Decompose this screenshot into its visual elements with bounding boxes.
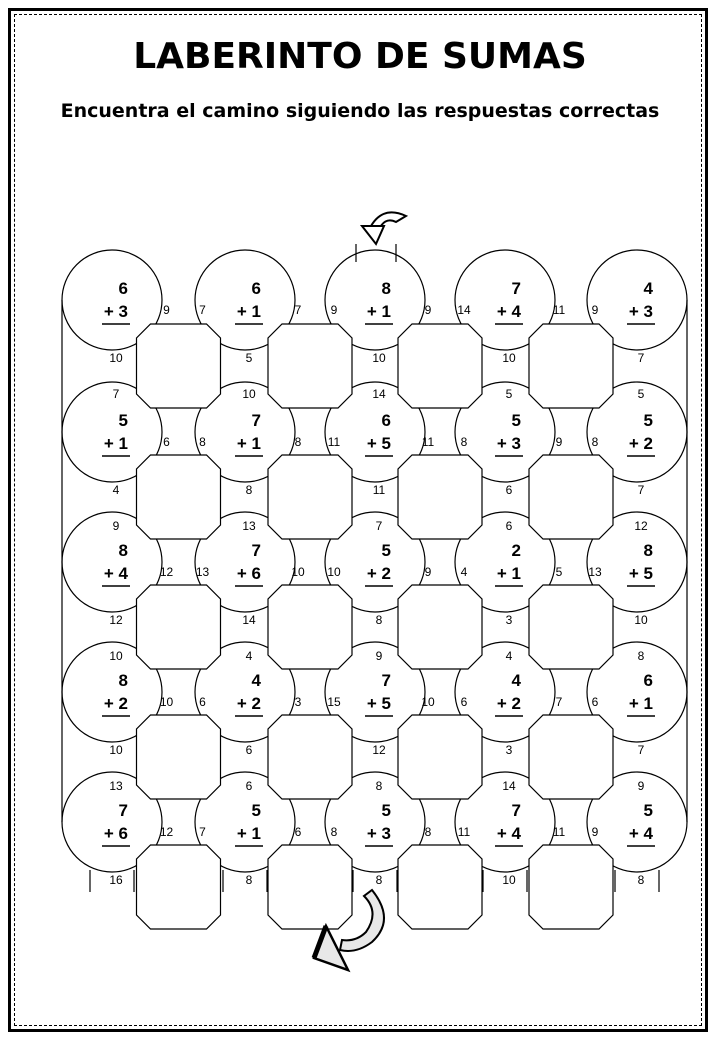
problem-top-number: 5 — [381, 541, 391, 560]
answer-number: 9 — [591, 303, 599, 317]
maze-island — [137, 455, 221, 539]
answer-number: 7 — [294, 303, 302, 317]
problem-addend: + 1 — [496, 564, 521, 583]
answer-number: 8 — [375, 873, 383, 887]
answer-number: 8 — [245, 873, 253, 887]
problem-addend: + 1 — [236, 824, 261, 843]
answer-number: 12 — [372, 743, 386, 757]
answer-number: 7 — [637, 351, 645, 365]
answer-number: 14 — [242, 613, 256, 627]
problem-addend: + 4 — [628, 824, 653, 843]
answer-number: 8 — [294, 435, 302, 449]
problem-addend: + 2 — [628, 434, 653, 453]
maze-island — [268, 715, 352, 799]
problem-addend: + 6 — [103, 824, 128, 843]
problem-addend: + 3 — [103, 302, 128, 321]
answer-number: 8 — [375, 613, 383, 627]
answer-number: 13 — [195, 565, 210, 579]
maze-island — [529, 845, 613, 929]
problem-top-number: 8 — [643, 541, 653, 560]
problem-top-number: 5 — [511, 411, 521, 430]
answer-number: 4 — [245, 649, 253, 663]
answer-number: 11 — [457, 825, 471, 839]
answer-number: 6 — [460, 695, 468, 709]
answer-number: 11 — [552, 303, 566, 317]
problem-addend: + 5 — [628, 564, 653, 583]
maze-island — [398, 715, 482, 799]
problem-addend: + 6 — [236, 564, 261, 583]
answer-number: 8 — [330, 825, 338, 839]
answer-number: 10 — [242, 387, 256, 401]
answer-number: 8 — [637, 873, 645, 887]
maze-island — [137, 324, 221, 408]
answer-number: 12 — [159, 565, 174, 579]
answer-number: 10 — [109, 649, 123, 663]
answer-number: 14 — [502, 779, 516, 793]
problem-addend: + 3 — [366, 824, 391, 843]
maze-island — [137, 715, 221, 799]
problem-addend: + 2 — [103, 694, 128, 713]
answer-number: 8 — [637, 649, 645, 663]
problem-addend: + 4 — [496, 824, 521, 843]
answer-number: 4 — [460, 565, 468, 579]
maze-island — [137, 585, 221, 669]
page-subtitle: Encuentra el camino siguiendo las respuestas correctas — [60, 100, 660, 122]
answer-number: 4 — [505, 649, 513, 663]
answer-number: 6 — [505, 519, 513, 533]
answer-number: 13 — [109, 779, 123, 793]
answer-number: 9 — [163, 303, 170, 317]
answer-number: 9 — [424, 565, 432, 579]
answer-number: 9 — [375, 649, 383, 663]
problem-addend: + 2 — [496, 694, 521, 713]
answer-number: 6 — [199, 695, 206, 709]
problem-top-number: 5 — [118, 411, 128, 430]
problem-top-number: 4 — [251, 671, 261, 690]
answer-number: 8 — [591, 435, 599, 449]
maze-island — [268, 845, 352, 929]
answer-number: 8 — [424, 825, 432, 839]
answer-number: 3 — [505, 613, 513, 627]
problem-top-number: 6 — [251, 279, 261, 298]
maze-island — [398, 585, 482, 669]
maze-island — [137, 845, 221, 929]
answer-number: 11 — [372, 483, 386, 497]
problem-addend: + 1 — [628, 694, 653, 713]
problem-addend: + 2 — [236, 694, 261, 713]
problem-addend: + 2 — [366, 564, 391, 583]
entrance-arrow-icon — [362, 212, 406, 244]
problem-top-number: 7 — [251, 541, 261, 560]
answer-number: 11 — [552, 825, 566, 839]
answer-number: 10 — [372, 351, 386, 365]
answer-number: 8 — [460, 435, 468, 449]
answer-number: 7 — [112, 387, 120, 401]
problem-top-number: 6 — [381, 411, 391, 430]
answer-number: 16 — [109, 873, 123, 887]
answer-number: 4 — [112, 483, 120, 497]
answer-number: 11 — [327, 435, 341, 449]
answer-number: 13 — [588, 565, 602, 579]
maze-island — [529, 585, 613, 669]
problem-top-number: 8 — [118, 671, 128, 690]
answer-number: 15 — [327, 695, 341, 709]
problem-addend: + 1 — [236, 302, 261, 321]
problem-top-number: 7 — [511, 801, 521, 820]
problem-addend: + 4 — [103, 564, 128, 583]
problem-addend: + 5 — [366, 694, 391, 713]
problem-top-number: 5 — [381, 801, 391, 820]
answer-number: 7 — [199, 303, 206, 317]
maze-island — [268, 455, 352, 539]
answer-number: 7 — [637, 483, 645, 497]
answer-number: 12 — [109, 613, 123, 627]
maze-island — [268, 324, 352, 408]
maze-island — [529, 324, 613, 408]
answer-number: 3 — [505, 743, 513, 757]
answer-number: 8 — [199, 435, 206, 449]
answer-number: 14 — [457, 303, 471, 317]
problem-top-number: 4 — [643, 279, 653, 298]
answer-number: 9 — [591, 825, 599, 839]
answer-number: 13 — [242, 519, 256, 533]
answer-number: 6 — [163, 435, 170, 449]
problem-top-number: 5 — [643, 411, 653, 430]
answer-number: 10 — [327, 565, 341, 579]
problem-top-number: 5 — [251, 801, 261, 820]
maze-island — [529, 455, 613, 539]
problem-top-number: 7 — [118, 801, 128, 820]
problem-top-number: 8 — [381, 279, 391, 298]
problem-top-number: 7 — [251, 411, 261, 430]
problem-top-number: 6 — [118, 279, 128, 298]
answer-number: 6 — [245, 743, 253, 757]
answer-number: 6 — [591, 695, 599, 709]
answer-number: 7 — [199, 825, 206, 839]
answer-number: 3 — [294, 695, 302, 709]
problem-top-number: 5 — [643, 801, 653, 820]
answer-number: 5 — [245, 351, 253, 365]
answer-number: 9 — [424, 303, 432, 317]
answer-number: 5 — [637, 387, 645, 401]
answer-number: 10 — [502, 873, 516, 887]
answer-number: 8 — [245, 483, 253, 497]
answer-number: 5 — [505, 387, 513, 401]
maze-island — [398, 324, 482, 408]
answer-number: 10 — [109, 743, 123, 757]
problem-addend: + 3 — [496, 434, 521, 453]
answer-number: 7 — [375, 519, 383, 533]
answer-number: 14 — [372, 387, 386, 401]
answer-number: 10 — [421, 695, 435, 709]
page-title: LABERINTO DE SUMAS — [133, 36, 587, 77]
answer-number: 10 — [502, 351, 516, 365]
answer-number: 12 — [634, 519, 648, 533]
answer-number: 10 — [109, 351, 123, 365]
problem-addend: + 1 — [236, 434, 261, 453]
problem-top-number: 8 — [118, 541, 128, 560]
answer-number: 9 — [637, 779, 645, 793]
maze-island — [398, 845, 482, 929]
answer-number: 12 — [159, 825, 174, 839]
problem-top-number: 7 — [381, 671, 391, 690]
maze-island — [398, 455, 482, 539]
answer-number: 7 — [555, 695, 563, 709]
answer-number: 11 — [421, 435, 435, 449]
problem-addend: + 1 — [103, 434, 128, 453]
problem-top-number: 2 — [511, 541, 521, 560]
problem-addend: + 3 — [628, 302, 653, 321]
answer-number: 7 — [637, 743, 645, 757]
answer-number: 10 — [291, 565, 305, 579]
answer-number: 6 — [505, 483, 513, 497]
answer-number: 6 — [294, 825, 302, 839]
problem-top-number: 4 — [511, 671, 521, 690]
answer-number: 9 — [112, 519, 120, 533]
answer-number: 10 — [159, 695, 174, 709]
problem-addend: + 5 — [366, 434, 391, 453]
maze-island — [529, 715, 613, 799]
answer-number: 6 — [245, 779, 253, 793]
maze-island — [268, 585, 352, 669]
answer-number: 5 — [555, 565, 563, 579]
problem-top-number: 7 — [511, 279, 521, 298]
answer-number: 8 — [375, 779, 383, 793]
problem-top-number: 6 — [643, 671, 653, 690]
answer-number: 10 — [634, 613, 648, 627]
answer-number: 9 — [330, 303, 338, 317]
answer-number: 9 — [555, 435, 563, 449]
problem-addend: + 1 — [366, 302, 391, 321]
problem-addend: + 4 — [496, 302, 521, 321]
